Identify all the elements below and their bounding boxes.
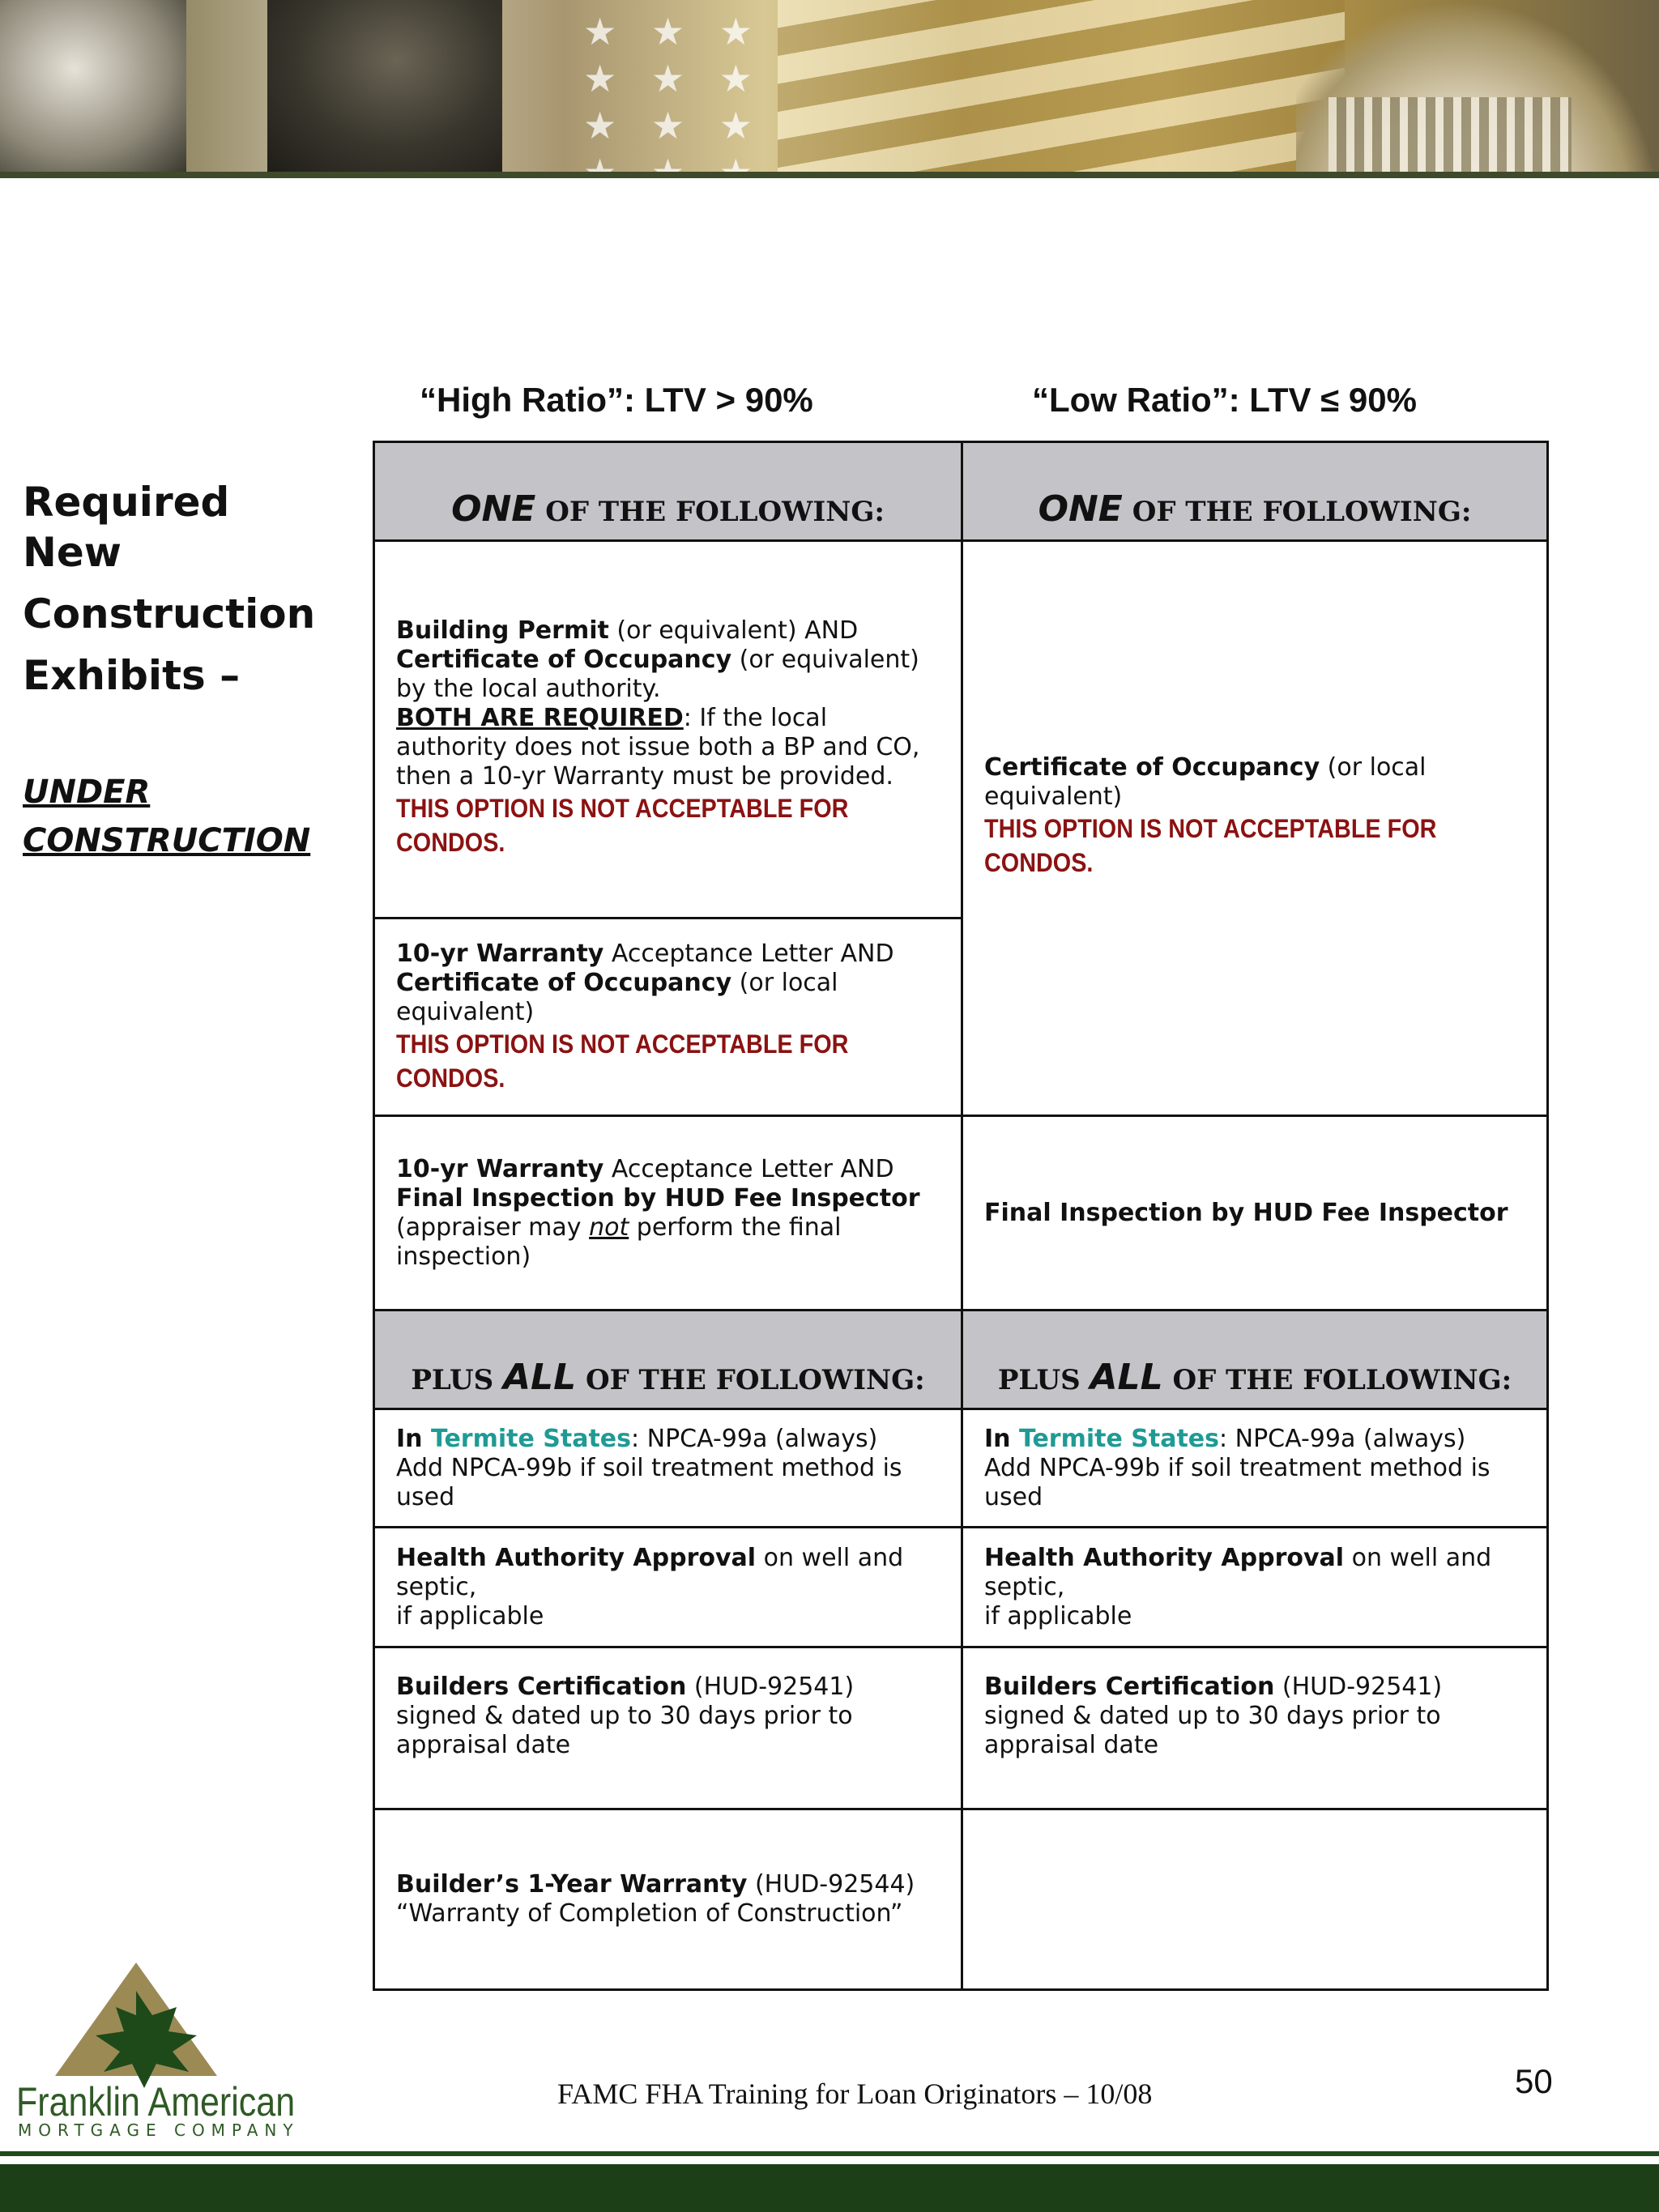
banner-figure-man xyxy=(267,0,502,172)
low-plus-all-header: PLUS ALL OF THE FOLLOWING: xyxy=(963,1311,1546,1410)
header-banner-image xyxy=(0,0,1659,172)
high-option-warranty-co: 10-yr Warranty Acceptance Letter AND Certificate of Occupancy (or local equivalent) THIS OPTION IS NOT ACCEPTABLE FOR CONDOS. xyxy=(375,919,963,1117)
low-empty-cell xyxy=(963,1810,1546,1988)
condo-warning: THIS OPTION IS NOT ACCEPTABLE FOR CONDOS. xyxy=(396,793,849,857)
high-termite-requirement: In Termite States: NPCA-99a (always) Add NPCA-99b if soil treatment method is used xyxy=(375,1410,963,1528)
banner-divider xyxy=(0,172,1659,178)
capitol-columns-decoration xyxy=(1328,97,1572,172)
requirements-table xyxy=(373,441,1549,1991)
low-ratio-heading: “Low Ratio”: LTV ≤ 90% xyxy=(1032,381,1417,419)
low-termite-requirement: In Termite States: NPCA-99a (always) Add NPCA-99b if soil treatment method is used xyxy=(963,1410,1546,1528)
logo-company-name: Franklin American xyxy=(16,2079,296,2125)
condo-warning: THIS OPTION IS NOT ACCEPTABLE FOR CONDOS. xyxy=(984,813,1437,877)
high-health-authority: Health Authority Approval on well and septic, if applicable xyxy=(375,1528,963,1648)
page-subtitle xyxy=(23,768,310,865)
page-title xyxy=(23,471,347,706)
high-one-header: ONE OF THE FOLLOWING: xyxy=(375,443,963,542)
subtitle-line: UNDER xyxy=(23,774,151,811)
flag-stripes-decoration xyxy=(778,0,1345,172)
logo-company-subtitle: MORTGAGE COMPANY xyxy=(18,2120,300,2140)
footer-band xyxy=(0,2164,1659,2212)
high-option-warranty-inspection: 10-yr Warranty Acceptance Letter AND Final Inspection by HUD Fee Inspector (appraiser may not perform the final inspection) xyxy=(375,1117,963,1311)
low-one-header: ONE OF THE FOLLOWING: xyxy=(963,443,1546,542)
footer-caption: FAMC FHA Training for Loan Originators – 10/08 xyxy=(557,2078,1153,2110)
high-builders-certification: Builders Certification (HUD-92541) signed & dated up to 30 days prior to appraisal date xyxy=(375,1648,963,1810)
high-plus-all-header: PLUS ALL OF THE FOLLOWING: xyxy=(375,1311,963,1410)
subtitle-line: CONSTRUCTION xyxy=(23,822,311,859)
footer-divider xyxy=(0,2151,1659,2156)
low-option-final-inspection: Final Inspection by HUD Fee Inspector xyxy=(963,1117,1546,1311)
flag-stars-decoration: ★ ★ ★ ★ ★ ★ ★ ★ ★ xyxy=(583,10,764,147)
title-line: New xyxy=(23,529,122,576)
low-builders-certification: Builders Certification (HUD-92541) signed & dated up to 30 days prior to appraisal date xyxy=(963,1648,1546,1810)
low-option-certificate-occupancy: Certificate of Occupancy (or local equivalent) THIS OPTION IS NOT ACCEPTABLE FOR CONDOS. xyxy=(963,542,1546,1117)
title-line: Required xyxy=(23,479,230,526)
title-line: Exhibits – xyxy=(23,652,241,699)
high-builders-warranty: Builder’s 1-Year Warranty (HUD-92544) “Warranty of Completion of Construction” xyxy=(375,1810,963,1988)
high-option-building-permit: Building Permit (or equivalent) AND Certificate of Occupancy (or equivalent) by the local authority. BOTH ARE REQUIRED: If the local authority does not issue both a BP and CO, then a 10-yr Warranty must be provided. THIS OPTION IS NOT ACCEPTABLE FOR CONDOS. xyxy=(375,542,963,919)
title-line: Construction xyxy=(23,590,316,637)
high-ratio-heading: “High Ratio”: LTV > 90% xyxy=(420,381,813,419)
page-number: 50 xyxy=(1515,2062,1553,2100)
low-health-authority: Health Authority Approval on well and septic, if applicable xyxy=(963,1528,1546,1648)
condo-warning: THIS OPTION IS NOT ACCEPTABLE FOR CONDOS. xyxy=(396,1029,849,1093)
banner-figure-left xyxy=(0,0,186,172)
